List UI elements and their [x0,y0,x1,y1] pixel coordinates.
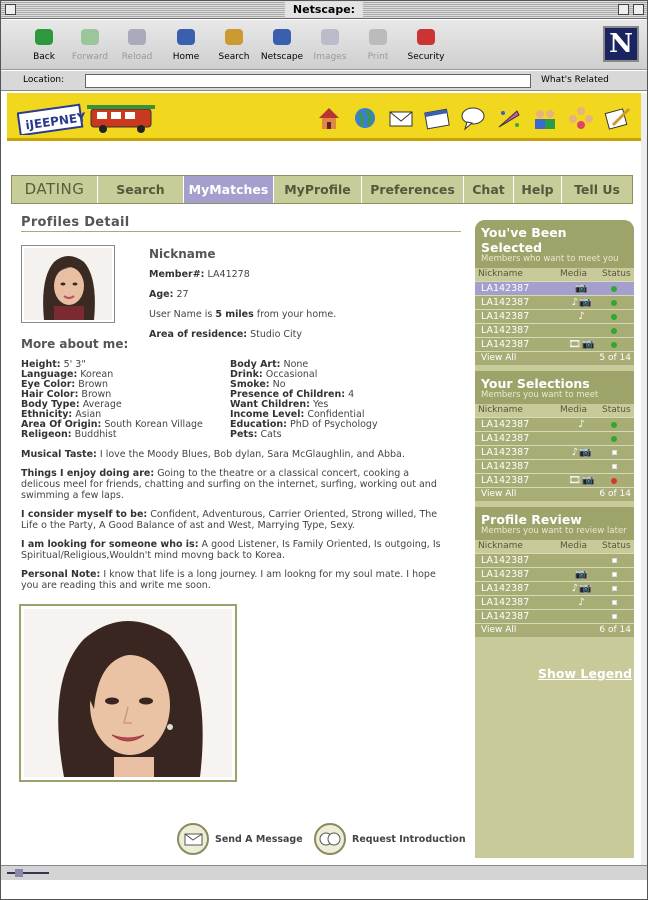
section-count: 6 of 14 [599,489,631,499]
profile-photo-large[interactable] [19,604,237,782]
location-input[interactable] [85,74,531,88]
looking-label: I am looking for someone who is: [21,539,199,550]
musical-value: I love the Moody Blues, Bob dylan, Sara McGlaughlin, and Abba. [99,449,405,460]
status-square-icon [612,572,617,577]
chat-bubble-icon[interactable] [459,105,487,131]
member-row[interactable] [475,473,634,487]
tab-tell-us[interactable]: Tell Us [574,182,620,197]
member-row[interactable] [475,595,634,609]
sidebar-section-subtitle: Members who want to meet you [481,254,619,264]
member-row[interactable] [475,581,634,595]
col-status: Status [602,405,631,415]
member-nickname[interactable]: LA142387 [481,447,530,458]
party-horn-icon[interactable] [495,105,523,131]
tab-mymatches[interactable]: MyMatches [184,176,274,203]
status-square-icon [612,464,617,469]
distance-prefix: User Name is [149,309,216,320]
detail-value: Brown [81,389,112,400]
print-icon [366,26,390,48]
sidebar-section-footer [475,623,634,637]
age-value: 27 [176,289,189,300]
member-nickname[interactable]: LA142387 [481,461,530,472]
detail-label: Pets: [230,429,258,440]
member-row[interactable] [475,417,634,431]
images-button[interactable] [307,26,353,62]
portrait-large-image [24,609,232,777]
detail-label: Education: [230,419,287,430]
sidebar-section-title: Your Selections [481,376,590,391]
member-number-value: LA41278 [207,269,250,280]
whats-related-button[interactable]: What's Related [541,75,609,85]
search-button[interactable] [211,26,257,62]
calendar-icon[interactable] [423,105,451,131]
tab-myprofile[interactable]: MyProfile [274,176,362,203]
distance-value: 5 miles [215,309,254,320]
sidebar-column-headers [475,268,634,281]
detail-value: No [272,379,286,390]
status-square-icon [612,450,617,455]
main-nav [11,175,633,204]
note-value: I know that life is a long journey. I am lookng for my soul mate. I hope you are reading this and write me soon. [21,569,436,591]
scrollbar[interactable] [641,93,647,865]
member-status [603,324,625,337]
status-square-icon [612,558,617,563]
toolbar-label: Netscape [260,52,304,62]
tab-dating: DATING [12,176,98,203]
detail-value: PhD of Psychology [290,419,378,430]
member-nickname[interactable]: LA142387 [481,311,530,322]
member-status [603,460,625,473]
detail-label: Ethnicity: [21,409,73,420]
toolbar-label: Security [407,52,445,62]
logo-text: iJEEPNEY [24,110,87,133]
member-row[interactable] [475,459,634,473]
detail-label: Body Type: [21,399,80,410]
detail-value: Korean [80,369,114,380]
member-row[interactable] [475,281,634,295]
member-row[interactable] [475,553,634,567]
netscape-icon [270,26,294,48]
member-status [603,596,625,609]
view-all-link[interactable]: View All [481,353,517,363]
member-status [603,568,625,581]
area-of-residence [149,329,302,340]
detail-label: Religeon: [21,429,72,440]
faces-icon [314,823,346,855]
detail-value: Confidential [307,409,365,420]
note-label: Personal Note: [21,569,101,580]
status-dot-icon [611,314,617,320]
member-status [603,474,625,487]
back-button[interactable] [21,26,67,62]
media-icons [561,432,603,445]
view-all-link[interactable]: View All [481,489,517,499]
tab-preferences[interactable]: Preferences [362,176,464,203]
profile-nickname: Nickname [149,247,216,261]
sidebar-section-footer [475,351,634,365]
col-nickname: Nickname [478,269,523,279]
member-status [603,296,625,309]
detail-label: Income Level: [230,409,305,420]
member-status [603,432,625,445]
sidebar-section [475,371,634,507]
ijeepney-logo[interactable] [17,99,157,135]
detail-label: Smoke: [230,379,270,390]
member-row[interactable] [475,309,634,323]
member-row[interactable] [475,295,634,309]
back-icon [32,26,56,48]
member-nickname[interactable]: LA142387 [481,419,530,430]
tab-chat[interactable]: Chat [464,176,514,203]
member-nickname[interactable]: LA142387 [481,569,530,580]
home-icon [174,26,198,48]
detail-value: 4 [348,389,355,400]
toolbar-label: Forward [71,52,109,62]
section-gap [475,637,634,643]
detail-label: Presence of Children: [230,389,346,400]
netscape-button[interactable] [259,26,305,62]
images-icon [318,26,342,48]
media-icons [561,324,603,337]
mail-icon[interactable] [387,105,415,131]
things-enjoy [21,468,451,501]
col-status: Status [602,269,631,279]
envelope-icon [177,823,209,855]
member-row[interactable] [475,567,634,581]
tab-search[interactable]: Search [98,176,184,203]
sidebar-section-subtitle: Members you want to review later [481,526,627,536]
sidebar-section-header [475,220,634,268]
member-row[interactable] [475,431,634,445]
more-about-me-heading: More about me: [21,337,129,351]
detail-label: Height: [21,359,61,370]
musical-label: Musical Taste: [21,449,97,460]
member-number [149,269,250,280]
reload-icon [125,26,149,48]
member-status [603,418,625,431]
collapse-box[interactable] [633,4,644,15]
status-dot-icon [611,328,617,334]
sidebar-section-header [475,507,634,540]
security-button[interactable] [403,26,449,62]
request-introduction-label: Request Introduction [352,833,466,845]
member-status [603,310,625,323]
netscape-logo-icon: N [603,26,639,62]
member-status [603,610,625,623]
status-dot-icon [611,422,617,428]
toolbar-label: Images [313,52,347,62]
status-dot-icon [611,300,617,306]
col-media: Media [560,541,588,551]
detail-label: Drink: [230,369,263,380]
member-nickname[interactable]: LA142387 [481,555,530,566]
media-icons: 🎞📷 [568,339,596,350]
location-label: Location: [23,75,65,85]
media-icons: 📷 [575,283,589,294]
member-status [603,446,625,459]
musical-taste [21,449,451,460]
profile-thumbnail[interactable] [21,245,115,323]
sidebar-section-title: Profile Review [481,512,582,527]
status-dot-icon [611,342,617,348]
people-icon[interactable] [531,105,559,131]
toolbar-label: Home [172,52,200,62]
member-status [603,338,625,351]
sidebar-section-subtitle: Members you want to meet [481,390,599,400]
detail-value: South Korean Village [104,419,203,430]
forward-icon [78,26,102,48]
detail-label: Language: [21,369,78,380]
media-icons: 🎞📷 [568,475,596,486]
detail-label: Hair Color: [21,389,79,400]
member-status [603,582,625,595]
detail-value: Buddhist [74,429,117,440]
media-icons: ♪ [578,419,586,430]
col-nickname: Nickname [478,405,523,415]
consider-myself [21,509,451,531]
detail-value: Asian [75,409,102,420]
status-dot-icon [611,478,617,484]
col-media: Media [560,269,588,279]
media-icons: 📷 [575,569,589,580]
globe-icon[interactable] [351,105,379,131]
print-button[interactable] [355,26,401,62]
member-status [603,282,625,295]
section-count: 5 of 14 [599,353,631,363]
window-title: Netscape: [285,2,363,17]
detail-label: Want Children: [230,399,310,410]
age-label: Age: [149,289,174,300]
detail-label: Body Art: [230,359,281,370]
media-icons [561,610,603,623]
member-nickname[interactable]: LA142387 [481,283,530,294]
status-dot-icon [611,436,617,442]
media-icons: ♪📷 [571,583,593,594]
title-bar[interactable] [1,1,647,19]
group-icon[interactable] [567,105,595,131]
member-number-label: Member#: [149,269,205,280]
status-square-icon [612,600,617,605]
member-row[interactable] [475,445,634,459]
lock-icon [414,26,438,48]
col-nickname: Nickname [478,541,523,551]
header-icons [315,105,631,131]
reload-button[interactable] [114,26,160,62]
browser-toolbar [1,20,647,70]
media-icons: ♪ [578,311,586,322]
member-nickname[interactable]: LA142387 [481,339,530,350]
detail-value: 5' 3" [63,359,86,370]
member-nickname[interactable]: LA142387 [481,597,530,608]
security-status-icon[interactable] [1,866,61,880]
age [149,289,189,300]
member-nickname[interactable]: LA142387 [481,583,530,594]
member-nickname[interactable]: LA142387 [481,475,530,486]
area-label: Area of residence: [149,329,248,340]
details-right [230,360,378,440]
section-count: 6 of 14 [599,625,631,635]
member-nickname[interactable]: LA142387 [481,611,530,622]
sidebar-section [475,507,634,643]
media-icons [561,554,603,567]
detail-label: Eye Color: [21,379,76,390]
sidebar-column-headers [475,540,634,553]
area-value: Studio City [250,329,303,340]
view-all-link[interactable]: View All [481,625,517,635]
portrait-thumbnail-image [24,248,112,320]
home-button[interactable] [163,26,209,62]
tab-help[interactable]: Help [514,176,562,203]
close-box[interactable] [5,4,16,15]
media-icons [561,460,603,473]
title-divider [21,231,461,232]
toolbar-label: Back [33,52,55,62]
col-status: Status [602,541,631,551]
detail-row [21,430,203,440]
col-media: Media [560,405,588,415]
show-legend-link[interactable]: Show Legend [538,666,633,681]
detail-row [230,430,378,440]
page-title: Profiles Detail [21,215,130,230]
send-message-button[interactable] [177,823,303,855]
enjoy-value: Going to the theatre or a classical concert, cooking a delicous meel for friends, chatting and surfing on the internet, surfing, working out and swimming a few laps. [21,468,437,501]
distance [149,309,336,320]
detail-label: Area Of Origin: [21,419,102,430]
media-icons: ♪ [578,597,586,608]
looking-for [21,539,451,561]
consider-value: Confident, Adventurous, Carrier Oriented, Strong willed, The Life o the Party, A Good Balance of ast and West, Marrying Type, Sexy. [21,509,438,531]
sidebar-section [475,220,634,371]
distance-suffix: from your home. [253,309,337,320]
request-introduction-button[interactable] [314,823,466,855]
member-row[interactable] [475,337,634,351]
toolbar-label: Search [218,52,250,62]
media-icons: ♪📷 [571,447,593,458]
status-square-icon [612,614,617,619]
details-left [21,360,203,440]
detail-value: None [283,359,309,370]
consider-label: I consider myself to be: [21,509,148,520]
status-dot-icon [611,286,617,292]
notepad-pencil-icon[interactable] [603,105,631,131]
member-nickname[interactable]: LA142387 [481,433,530,444]
toolbar-label: Print [367,52,389,62]
detail-value: Occasional [265,369,318,380]
media-icons: ♪📷 [571,297,593,308]
member-row[interactable] [475,609,634,623]
member-nickname[interactable]: LA142387 [481,297,530,308]
detail-value: Average [82,399,122,410]
sidebar-section-header [475,371,634,404]
matches-sidebar [475,220,634,858]
enjoy-label: Things I enjoy doing are: [21,468,155,479]
forward-button[interactable] [67,26,113,62]
sidebar-section-footer [475,487,634,501]
personal-note [21,569,451,591]
status-square-icon [612,586,617,591]
sidebar-section-title: You've Been Selected [481,225,567,255]
status-bar [1,865,647,880]
looking-value: A good Listener, Is Family Oriented, Is outgoing, Is Spiritual/Religious,Wouldn't mind movng back to Korea. [21,539,441,561]
send-message-label: Send A Message [215,833,303,845]
member-status [603,554,625,567]
member-row[interactable] [475,323,634,337]
detail-value: Brown [78,379,109,390]
location-bar [1,71,647,91]
zoom-box[interactable] [618,4,629,15]
detail-value: Yes [312,399,329,410]
sidebar-column-headers [475,404,634,417]
member-nickname[interactable]: LA142387 [481,325,530,336]
toolbar-label: Reload [121,52,153,62]
search-icon [222,26,246,48]
detail-value: Cats [260,429,282,440]
house-icon[interactable] [315,105,343,131]
site-header [7,93,641,141]
